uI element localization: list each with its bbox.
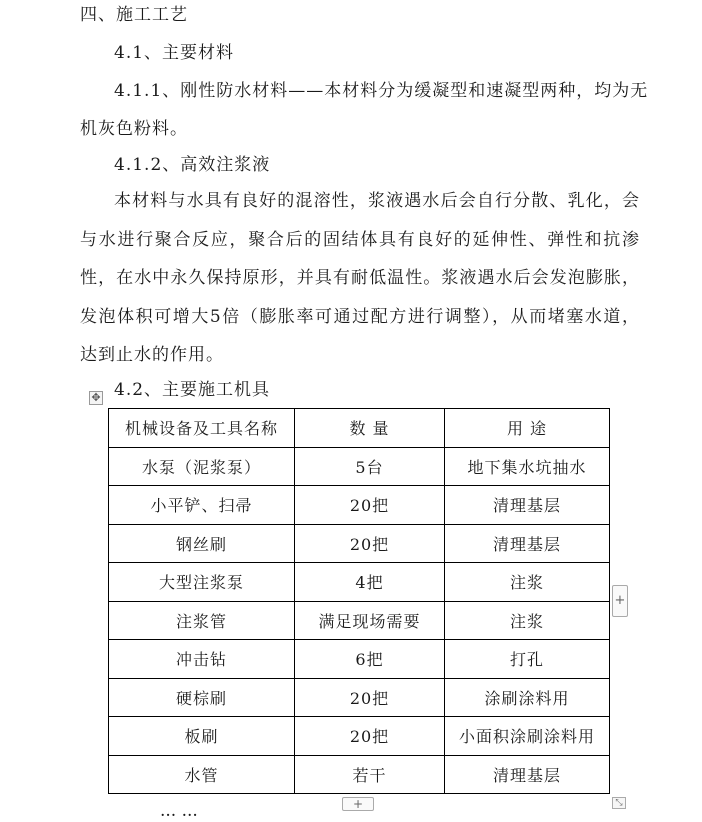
cell-purpose[interactable]: 打孔 (445, 640, 610, 679)
table-row (109, 601, 610, 640)
cell-purpose[interactable]: 清理基层 (445, 524, 610, 563)
cell-quantity[interactable]: 6把 (295, 640, 445, 679)
item-4-1-2-heading: 4.1.2、高效注浆液 (114, 155, 271, 175)
cell-name[interactable]: 注浆管 (109, 601, 295, 640)
table-header-row (109, 409, 610, 448)
cell-quantity[interactable]: 20把 (295, 524, 445, 563)
cell-quantity[interactable]: 4把 (295, 563, 445, 602)
table-row (109, 717, 610, 756)
cell-name[interactable]: 水管 (109, 755, 295, 794)
cell-purpose[interactable]: 小面积涂刷涂料用 (445, 717, 610, 756)
cell-purpose[interactable]: 清理基层 (445, 486, 610, 525)
table-row (109, 486, 610, 525)
cell-purpose[interactable]: 地下集水坑抽水 (445, 447, 610, 486)
cell-name[interactable]: 钢丝刷 (109, 524, 295, 563)
table-row (109, 640, 610, 679)
cell-name[interactable]: 硬棕刷 (109, 678, 295, 717)
resize-diagonal-icon: ⤡ (615, 798, 623, 808)
cell-name[interactable]: 大型注浆泵 (109, 563, 295, 602)
cutoff-next-line: ... ... (160, 801, 198, 821)
cell-quantity[interactable]: 5台 (295, 447, 445, 486)
cell-purpose[interactable]: 清理基层 (445, 755, 610, 794)
table-row (109, 563, 610, 602)
cell-quantity[interactable]: 20把 (295, 678, 445, 717)
section-heading: 四、施工工艺 (80, 5, 188, 25)
cell-name[interactable]: 水泵（泥浆泵） (109, 447, 295, 486)
cell-quantity[interactable]: 20把 (295, 486, 445, 525)
cell-purpose[interactable]: 涂刷涂料用 (445, 678, 610, 717)
table-row (109, 678, 610, 717)
grout-description-paragraph: 本材料与水具有良好的混溶性，浆液遇水后会自行分散、乳化，会与水进行聚合反应，聚合后的固结体具有良好的延伸性、弹性和抗渗性，在水中永久保持原形，并具有耐低温性。浆液遇水后会发泡膨胀，发泡体积可增大5倍（膨胀率可通过配方进行调整），从而堵塞水道，达到止水的作用。 (80, 191, 640, 365)
table-row (109, 524, 610, 563)
table-resize-handle[interactable] (612, 797, 626, 809)
item-4-1-1-line2: 机灰色粉料。 (80, 119, 188, 139)
move-cross-icon: ✥ (91, 391, 101, 404)
table-move-handle[interactable] (89, 391, 103, 405)
table-row (109, 447, 610, 486)
subheading-main-equipment: 4.2、主要施工机具 (114, 380, 271, 400)
cell-purpose[interactable]: 注浆 (445, 563, 610, 602)
add-column-button[interactable] (612, 585, 628, 617)
header-cell-name[interactable]: 机械设备及工具名称 (109, 409, 295, 448)
cell-purpose[interactable]: 注浆 (445, 601, 610, 640)
cell-name[interactable]: 小平铲、扫帚 (109, 486, 295, 525)
plus-icon: + (614, 593, 626, 608)
cell-quantity[interactable]: 20把 (295, 717, 445, 756)
plus-icon: + (352, 797, 364, 811)
subheading-main-materials: 4.1、主要材料 (114, 43, 235, 63)
table-row (109, 755, 610, 794)
cell-quantity[interactable]: 满足现场需要 (295, 601, 445, 640)
equipment-table (108, 408, 610, 794)
cell-quantity[interactable]: 若干 (295, 755, 445, 794)
header-cell-purpose[interactable]: 用 途 (445, 409, 610, 448)
cell-name[interactable]: 冲击钻 (109, 640, 295, 679)
cell-name[interactable]: 板刷 (109, 717, 295, 756)
header-cell-quantity[interactable]: 数 量 (295, 409, 445, 448)
item-4-1-1-line1: 4.1.1、刚性防水材料——本材料分为缓凝型和速凝型两种，均为无 (114, 81, 649, 101)
